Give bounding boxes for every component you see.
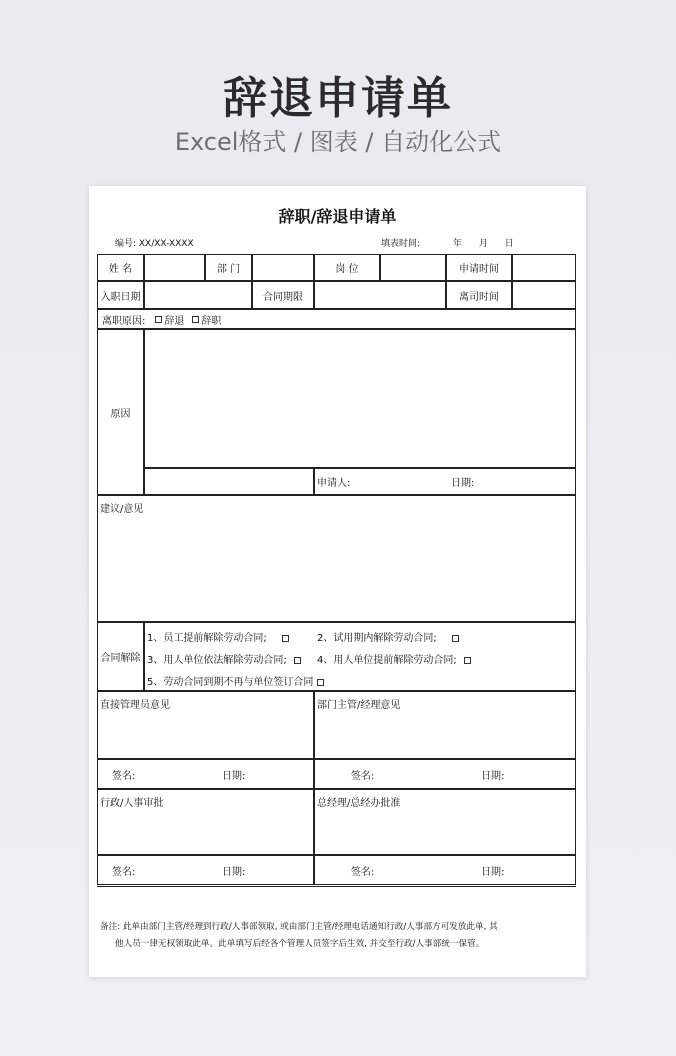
- note-line-2: 他人员一律无权领取此单。此单填写后经各个管理人员签字后生效, 并交至行政/人事部统一保管。: [115, 939, 485, 949]
- leave-date-field[interactable]: [512, 281, 576, 309]
- fill-time-label: 填表时间:: [381, 239, 421, 249]
- fill-year: 年: [452, 239, 462, 249]
- contract-item-1: 1、员工提前解除劳动合同;: [147, 629, 291, 644]
- fill-month: 月: [478, 239, 488, 249]
- sign-label: 签名:: [112, 866, 136, 878]
- checkbox-item-1[interactable]: [282, 635, 289, 642]
- label-contract-termination: 合同解除: [97, 622, 144, 691]
- cause-date-label: 日期:: [451, 478, 475, 489]
- sign-label: 签名:: [351, 770, 375, 782]
- reason-row: [97, 309, 576, 329]
- checkbox-item-3[interactable]: [294, 657, 301, 664]
- hr-approval[interactable]: [97, 789, 314, 855]
- label-leave-date: 离司时间: [446, 281, 512, 309]
- form-grid: [98, 255, 576, 886]
- form-number: 编号: XX/XX-XXXX: [115, 239, 194, 249]
- dept-manager-label: 部门主管/经理意见: [317, 700, 401, 711]
- label-entry-date: 入职日期: [97, 281, 144, 309]
- suggestion-field[interactable]: [97, 495, 576, 622]
- cause-field[interactable]: [144, 329, 576, 468]
- hr-approval-label: 行政/人事审批: [100, 798, 164, 809]
- checkbox-resign[interactable]: [192, 316, 199, 323]
- apply-time-field[interactable]: [512, 254, 576, 281]
- contract-term-field[interactable]: [314, 281, 446, 309]
- sign-label: 签名:: [351, 866, 375, 878]
- suggestion-label: 建议/意见: [100, 504, 144, 515]
- gm-sign-row: [314, 855, 576, 885]
- direct-manager-opinion[interactable]: [97, 691, 314, 759]
- checkbox-item-4[interactable]: [464, 657, 471, 664]
- date-label: 日期:: [222, 866, 246, 878]
- label-dept: 部 门: [205, 254, 252, 281]
- contract-item-2: 2、试用期内解除劳动合同;: [317, 629, 461, 644]
- checkbox-item-5[interactable]: [317, 679, 324, 686]
- label-apply-time: 申请时间: [446, 254, 512, 281]
- hr-sign-row: [97, 855, 314, 885]
- note-line-1: 备注: 此单由部门主管/经理到行政/人事部领取, 或由部门主管/经理电话通知行政/人事部方可发放此单, 其: [100, 922, 498, 932]
- applicant-label: 申请人:: [317, 478, 351, 489]
- option-resign: 辞职: [201, 315, 222, 327]
- contract-item-5: 5、劳动合同到期不再与单位签订合同: [147, 673, 326, 688]
- fill-day: 日: [504, 239, 514, 249]
- name-field[interactable]: [144, 254, 205, 281]
- post-field[interactable]: [380, 254, 446, 281]
- checkbox-dismiss[interactable]: [155, 316, 162, 323]
- hero-subtitle: Excel格式 / 图表 / 自动化公式: [174, 128, 502, 156]
- contract-item-4: 4、用人单位提前解除劳动合同;: [317, 651, 473, 666]
- sign-label: 签名:: [112, 770, 136, 782]
- contract-options: [144, 622, 576, 691]
- dept-manager-opinion[interactable]: [314, 691, 576, 759]
- date-label: 日期:: [222, 770, 246, 782]
- label-cause: 原因: [97, 329, 144, 495]
- reason-label: 离职原因:: [102, 315, 146, 327]
- gm-approval-label: 总经理/总经办批准: [317, 798, 401, 809]
- dept-field[interactable]: [252, 254, 314, 281]
- applicant-row: [314, 468, 576, 495]
- cause-blank: [144, 468, 314, 495]
- direct-manager-label: 直接管理员意见: [100, 700, 170, 711]
- fill-time: [381, 236, 514, 249]
- dept-manager-sign-row: [314, 759, 576, 789]
- direct-manager-sign-row: [97, 759, 314, 789]
- label-contract-term: 合同期限: [252, 281, 314, 309]
- label-post: 岗 位: [314, 254, 380, 281]
- hero-title: 辞退申请单: [223, 73, 453, 124]
- entry-date-field[interactable]: [144, 281, 252, 309]
- date-label: 日期:: [481, 770, 505, 782]
- grid-double-line: [97, 886, 576, 887]
- form-note: [100, 919, 580, 953]
- contract-item-3: 3、用人单位依法解除劳动合同;: [147, 651, 303, 666]
- checkbox-item-2[interactable]: [452, 635, 459, 642]
- form-sheet: [89, 186, 586, 977]
- option-dismiss: 辞退: [164, 315, 185, 327]
- gm-approval[interactable]: [314, 789, 576, 855]
- form-title: 辞职/辞退申请单: [278, 207, 397, 226]
- label-name: 姓 名: [97, 254, 144, 281]
- date-label: 日期:: [481, 866, 505, 878]
